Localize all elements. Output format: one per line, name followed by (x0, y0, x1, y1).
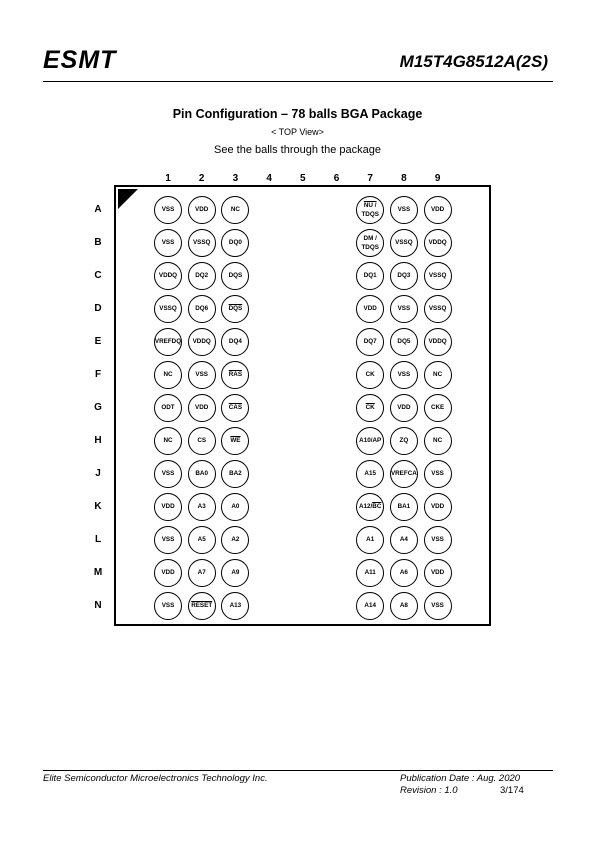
ball-label: $\overline{CK}$ (365, 404, 375, 411)
ball-A2 (188, 196, 216, 224)
ball-E9 (424, 328, 452, 356)
ball-label: VSSQ (395, 239, 413, 246)
row-label-K: K (94, 501, 102, 512)
ball-H9 (424, 427, 452, 455)
column-label-8: 8 (401, 173, 407, 184)
ball-G1 (154, 394, 182, 422)
ball-D8 (390, 295, 418, 323)
ball-N8 (390, 592, 418, 620)
row-label-E: E (94, 336, 102, 347)
column-label-9: 9 (434, 173, 441, 184)
row-label-L: L (94, 534, 102, 545)
ball-label: VSS (397, 305, 411, 312)
ball-B9 (424, 229, 452, 257)
ball-label: A11 (364, 569, 376, 576)
ball-label: DQ3 (397, 272, 411, 279)
ball-M9 (424, 559, 452, 587)
ball-label: CKE (430, 404, 445, 411)
ball-label: VDDQ (158, 272, 178, 279)
row-label-G: G (94, 402, 102, 413)
ball-label-line1: NU / (363, 202, 377, 209)
ball-label: VDD (195, 404, 209, 411)
ball-label: A15 (364, 470, 376, 477)
ball-label: BA2 (229, 470, 242, 477)
ball-label: VSS (397, 206, 411, 213)
ball-label: NC (163, 371, 173, 378)
ball-label: NC (433, 371, 443, 378)
ball-K1 (154, 493, 182, 521)
ball-H7 (356, 427, 384, 455)
footer-revision: Revision : 1.0 (400, 785, 458, 796)
ball-label: $\overline{WE}$ (230, 437, 241, 444)
ball-J1 (154, 460, 182, 488)
ball-label: VSS (161, 239, 175, 246)
ball-B1 (154, 229, 182, 257)
ball-M7 (356, 559, 384, 587)
ball-label: RESET (191, 602, 213, 609)
ball-label: A7 (197, 569, 206, 576)
ball-D1 (154, 295, 182, 323)
view-subtitle: < TOP View> (271, 127, 324, 137)
ball-K2 (188, 493, 216, 521)
ball-label: NC (163, 437, 173, 444)
ball-label: DQS (228, 272, 243, 279)
footer-company: Elite Semiconductor Microelectronics Technology Inc. (43, 773, 268, 784)
ball-label: VSSQ (159, 305, 177, 312)
column-label-6: 6 (333, 173, 340, 184)
ball-label: A1 (366, 536, 375, 543)
ball-H8 (390, 427, 418, 455)
ball-label: NC (433, 437, 443, 444)
ball-label: DQ7 (363, 338, 377, 345)
ball-label-part: A12/ (358, 503, 373, 510)
column-label-5: 5 (300, 173, 306, 184)
row-label-C: C (94, 270, 102, 281)
ball-E2 (188, 328, 216, 356)
ball-label: $\overline{DQS}$ (228, 305, 243, 312)
ball-N2 (188, 592, 216, 620)
ball-A8 (390, 196, 418, 224)
ball-M2 (188, 559, 216, 587)
ball-A7 (356, 196, 384, 224)
ball-label: A0 (231, 503, 240, 510)
ball-label: VSS (161, 536, 175, 543)
ball-C8 (390, 262, 418, 290)
ball-label: VDD (161, 503, 175, 510)
ball-F7 (356, 361, 384, 389)
row-label-M: M (93, 567, 103, 578)
ball-label: VDDQ (428, 338, 447, 345)
ball-F9 (424, 361, 452, 389)
ball-label: $\overline{CAS}$ (228, 404, 243, 411)
ball-label: VSSQ (192, 239, 211, 246)
ball-label-line2: TDQS (361, 211, 379, 218)
page-title: Pin Configuration – 78 balls BGA Package (172, 107, 423, 121)
ball-label: DQ5 (397, 338, 411, 345)
ball-label-line1: DM / (363, 235, 377, 242)
ball-J9 (424, 460, 452, 488)
column-label-1: 1 (165, 173, 171, 184)
row-label-F: F (94, 369, 102, 380)
ball-J8 (390, 460, 418, 488)
ball-label: CS (197, 437, 207, 444)
ball-C7 (356, 262, 384, 290)
column-label-3: 3 (232, 173, 239, 184)
ball-label: VSS (397, 371, 411, 378)
ball-G7 (356, 394, 384, 422)
ball-label: VDD (430, 503, 445, 510)
ball-N9 (424, 592, 452, 620)
ball-label: BA0 (195, 470, 208, 477)
ball-label: DQ6 (195, 305, 209, 312)
pin-one-marker-icon (118, 189, 138, 209)
view-note: See the balls through the package (214, 144, 381, 156)
row-label-H: H (94, 435, 102, 446)
ball-label-line2: TDQS (361, 244, 379, 251)
ball-D2 (188, 295, 216, 323)
ball-label: VREFDQ (154, 338, 182, 345)
ball-B7 (356, 229, 384, 257)
ball-label: VDD (430, 569, 445, 576)
ball-label: VDD (363, 305, 377, 312)
ball-label: VSS (195, 371, 208, 378)
ball-label: VREFCA (390, 470, 417, 477)
ball-label: A14 (364, 602, 376, 609)
ball-label: VSSQ (428, 272, 447, 279)
column-label-7: 7 (367, 173, 373, 184)
ball-label: A2 (231, 536, 240, 543)
ball-E1 (154, 328, 182, 356)
footer-page-number: 3/174 (500, 785, 524, 796)
ball-label: VSS (431, 536, 444, 543)
ball-K7 (356, 493, 384, 521)
ball-label: A3 (197, 503, 206, 510)
ball-label: DQ0 (228, 239, 242, 246)
ball-K8 (390, 493, 418, 521)
ball-C1 (154, 262, 182, 290)
footer-rule (43, 770, 553, 771)
ball-label-part-barred: $\overline{BC}$ (372, 503, 382, 510)
ball-label: DQ4 (228, 338, 242, 345)
ball-F1 (154, 361, 182, 389)
ball-label: CK (365, 371, 375, 378)
ball-N7 (356, 592, 384, 620)
row-label-B: B (94, 237, 102, 248)
ball-label: A8 (399, 602, 408, 609)
ball-A1 (154, 196, 182, 224)
ball-label: VSS (161, 206, 175, 213)
ball-J7 (356, 460, 384, 488)
ball-label: A10/AP (359, 437, 382, 444)
ball-label: $\overline{RAS}$ (228, 371, 243, 378)
footer-publication-date: Publication Date : Aug. 2020 (400, 773, 521, 784)
ball-label: DQ1 (363, 272, 377, 279)
company-logo: ESMT (43, 46, 117, 74)
ball-C2 (188, 262, 216, 290)
ball-C9 (424, 262, 452, 290)
ball-B8 (390, 229, 418, 257)
ball-L9 (424, 526, 452, 554)
row-label-D: D (94, 303, 102, 314)
ball-label: VDD (397, 404, 411, 411)
row-label-N: N (94, 600, 102, 611)
ball-label: VDD (195, 206, 209, 213)
ball-label: A9 (231, 569, 240, 576)
ball-label: A13 (229, 602, 242, 609)
ball-label: BA1 (397, 503, 411, 510)
ball-N1 (154, 592, 182, 620)
ball-label: VDD (430, 206, 445, 213)
ball-label: A4 (399, 536, 408, 543)
column-label-4: 4 (266, 173, 272, 184)
ball-label: VSS (431, 602, 444, 609)
ball-label: DQ2 (195, 272, 209, 279)
ball-D9 (424, 295, 452, 323)
ball-D7 (356, 295, 384, 323)
ball-G8 (390, 394, 418, 422)
ball-label: VDD (161, 569, 175, 576)
ball-label: ZQ (399, 437, 409, 444)
ball-label: VSSQ (428, 305, 447, 312)
ball-L8 (390, 526, 418, 554)
ball-J2 (188, 460, 216, 488)
ball-M1 (154, 559, 182, 587)
ball-B2 (188, 229, 216, 257)
ball-label: VDDQ (428, 239, 447, 246)
ball-label: NC (230, 206, 240, 213)
ball-label (361, 201, 379, 219)
ball-M8 (390, 559, 418, 587)
row-label-A: A (94, 204, 102, 215)
ball-label: VSS (431, 470, 444, 477)
ball-L7 (356, 526, 384, 554)
ball-label: VDDQ (192, 338, 211, 345)
ball-label: ODT (161, 404, 175, 411)
ball-label (359, 503, 381, 511)
ball-F2 (188, 361, 216, 389)
column-label-2: 2 (198, 173, 205, 184)
ball-label: A5 (197, 536, 206, 543)
ball-H2 (188, 427, 216, 455)
ball-A9 (424, 196, 452, 224)
ball-G9 (424, 394, 452, 422)
ball-label: VSS (161, 602, 175, 609)
ball-F8 (390, 361, 418, 389)
ball-E7 (356, 328, 384, 356)
ball-label (361, 234, 379, 252)
ball-L2 (188, 526, 216, 554)
header-rule (43, 81, 553, 82)
ball-H1 (154, 427, 182, 455)
row-label-J: J (95, 468, 101, 479)
part-number: M15T4G8512A(2S) (399, 52, 548, 71)
ball-label: VSS (161, 470, 175, 477)
ball-label: A6 (399, 569, 408, 576)
ball-G2 (188, 394, 216, 422)
ball-L1 (154, 526, 182, 554)
ball-K9 (424, 493, 452, 521)
ball-E8 (390, 328, 418, 356)
